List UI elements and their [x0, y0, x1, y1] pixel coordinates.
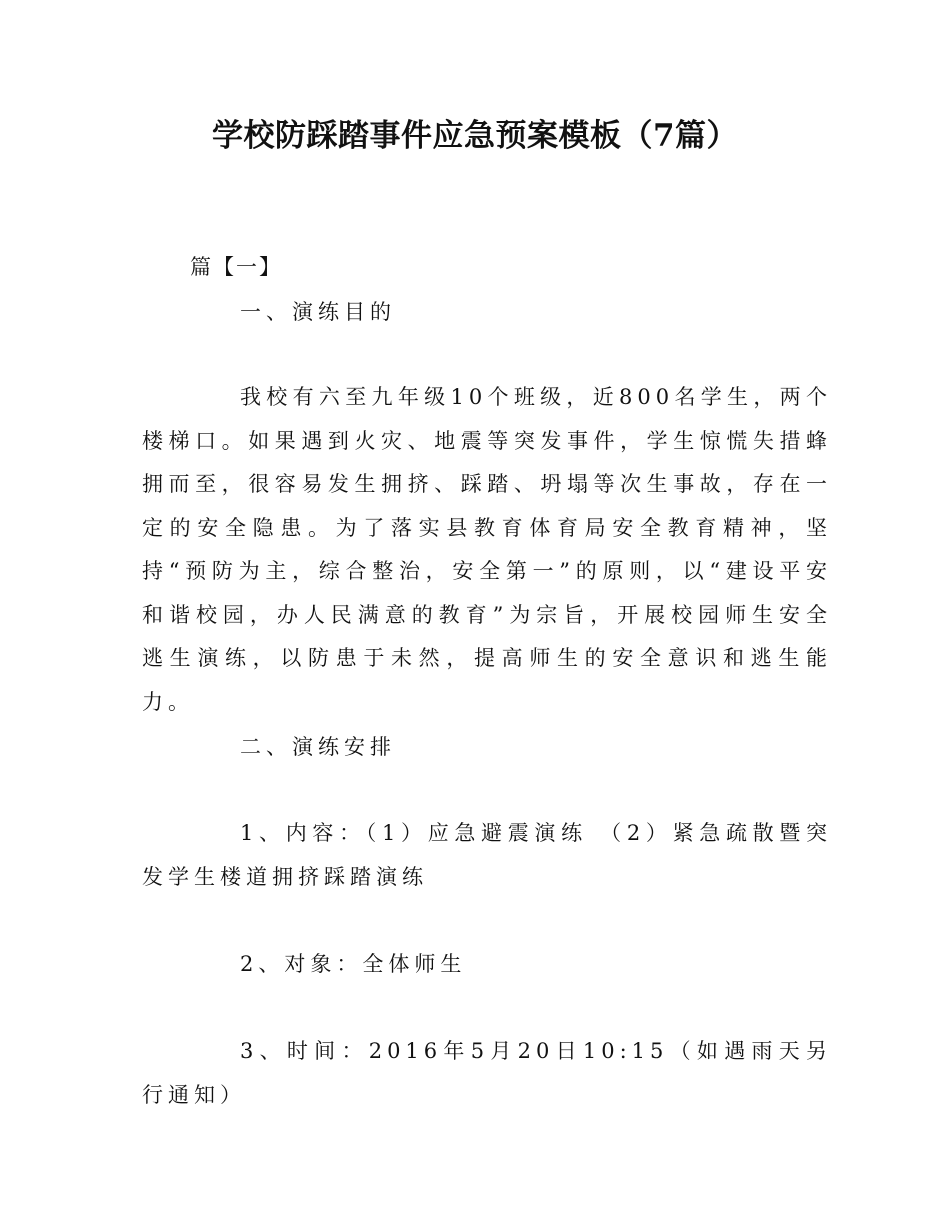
heading-purpose: 一、演练目的 — [240, 300, 396, 324]
item-content: 1、内容：（1）应急避震演练 （2）紧急疏散暨突发学生楼道拥挤踩踏演练 — [142, 821, 832, 889]
section-label: 篇【一】 — [190, 255, 282, 279]
heading-arrangement: 二、演练安排 — [240, 735, 396, 759]
item-time: 3、时间：2016年5月20日10:15（如遇雨天另行通知） — [142, 1039, 832, 1107]
item-participants: 2、对象：全体师生 — [240, 952, 467, 976]
document-title: 学校防踩踏事件应急预案模板（7篇） — [211, 118, 739, 154]
paragraph-purpose: 我校有六至九年级10个班级，近800名学生，两个楼梯口。如果遇到火灾、地震等突发事件，学生惊慌失措蜂拥而至，很容易发生拥挤、踩踏、坍塌等次生事故，存在一定的安全隐患。为了落实县教育体育局安全教育精神，坚持“预防为主，综合整治，安全第一”的原则，以“建设平安和谐校园，办人民满意的教育”为宗旨，开展校园师生安全逃生演练，以防患于未然，提高师生的安全意识和逃生能力。 — [142, 385, 832, 714]
